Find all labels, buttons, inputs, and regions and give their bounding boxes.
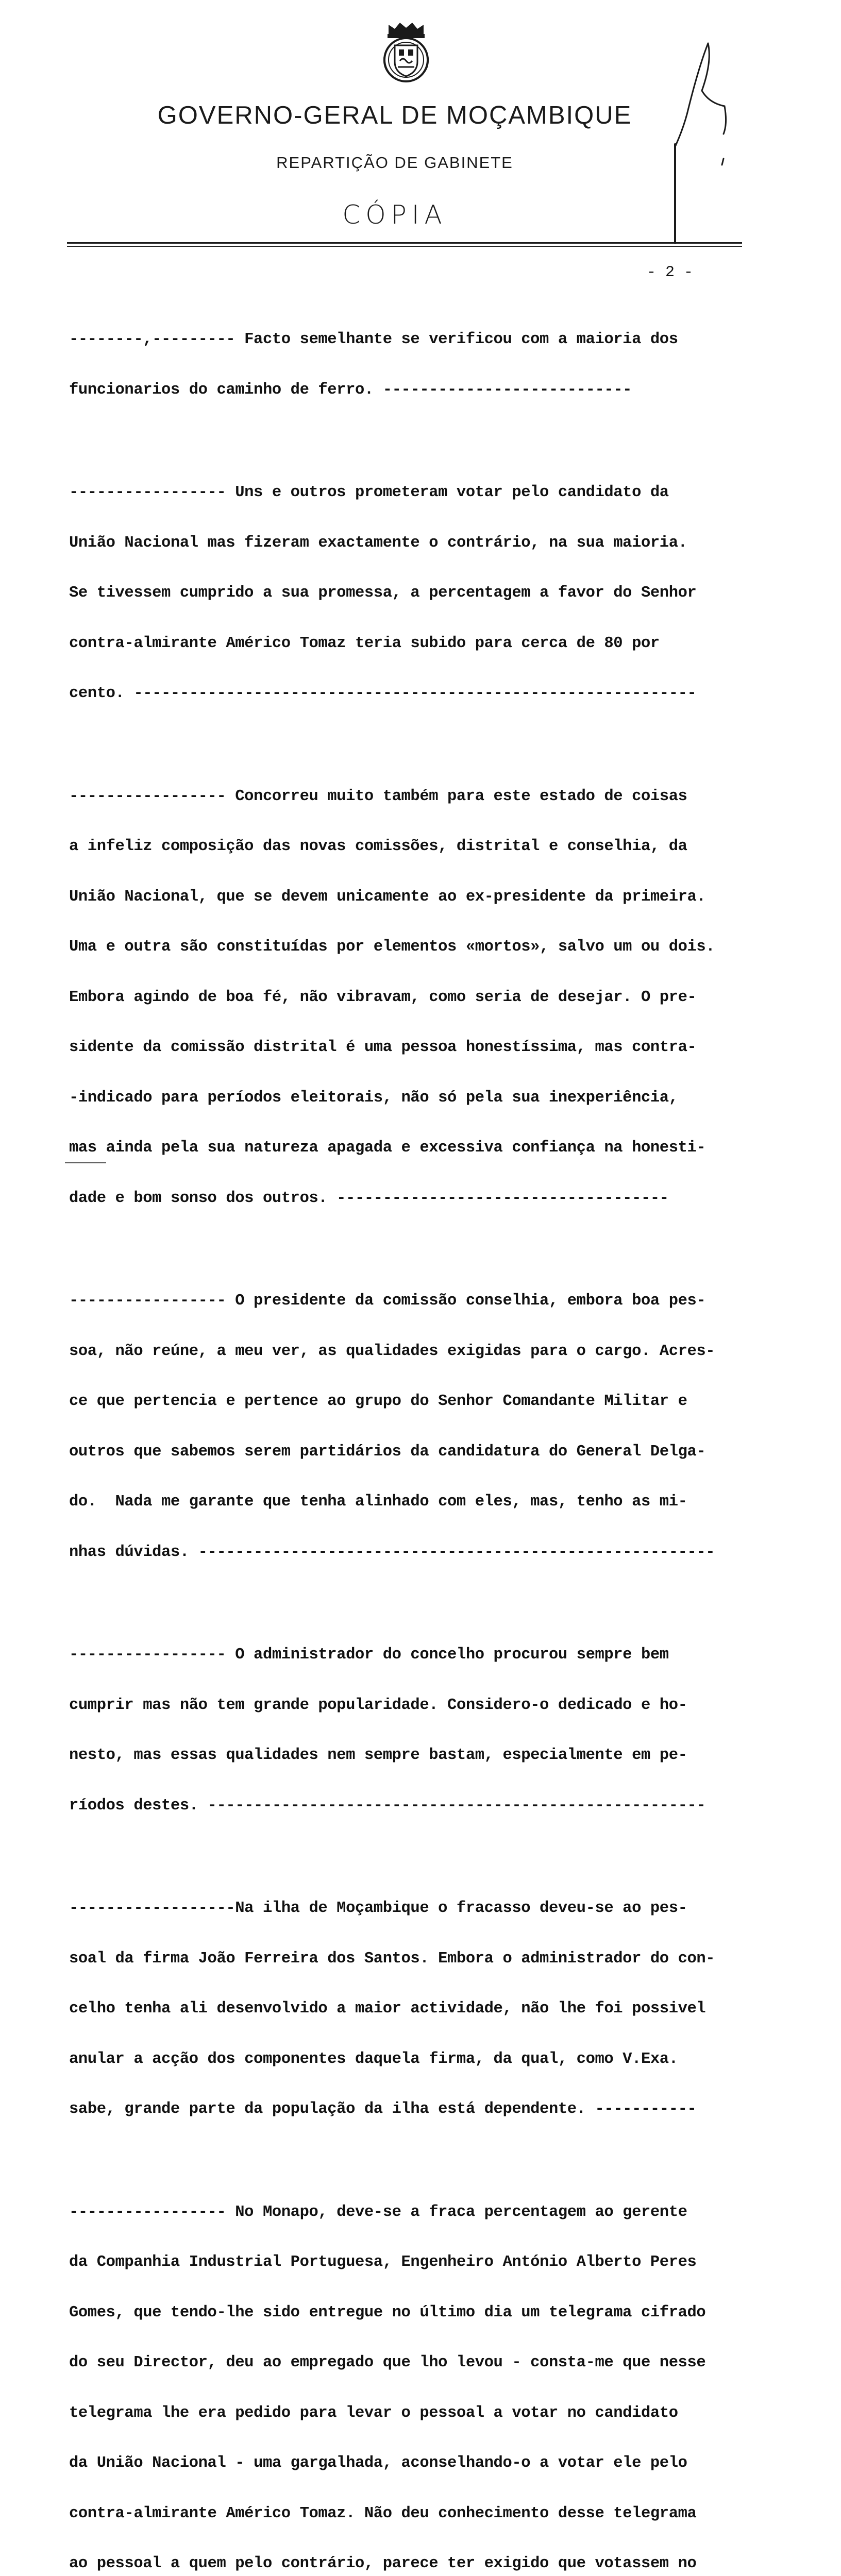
text-line: -indicado para períodos eleitorais, não só pela sua inexperiência, xyxy=(69,1090,790,1107)
text-line: sidente da comissão distrital é uma pessoa honestíssima, mas contra- xyxy=(69,1039,790,1056)
footer-mark xyxy=(65,1162,106,1163)
text-line: mas ainda pela sua natureza apagada e excessiva confiança na honesti- xyxy=(69,1140,790,1157)
text-line: outros que sabemos serem partidários da candidatura do General Delga- xyxy=(69,1444,790,1461)
paragraph xyxy=(69,755,790,1241)
text-line: telegrama lhe era pedido para levar o pessoal a votar no candidato xyxy=(69,2405,790,2422)
paragraph xyxy=(69,451,790,736)
header-rule-thin xyxy=(67,246,742,247)
text-line: celho tenha ali desenvolvido a maior actividade, não lhe foi possivel xyxy=(69,2001,790,2018)
text-line: União Nacional mas fizeram exactamente o contrário, na sua maioria. xyxy=(69,535,790,552)
text-line: União Nacional, que se devem unicamente ao ex-presidente da primeira. xyxy=(69,889,790,906)
text-line: Gomes, que tendo-lhe sido entregue no último dia um telegrama cifrado xyxy=(69,2304,790,2321)
paragraph xyxy=(69,298,790,432)
text-line: ------------------Na ilha de Moçambique o fracasso deveu-se ao pes- xyxy=(69,1900,790,1917)
text-line: a infeliz composição das novas comissões, distrital e conselhia, da xyxy=(69,838,790,855)
text-line: sabe, grande parte da população da ilha está dependente. ----------- xyxy=(69,2101,790,2118)
text-line: nesto, mas essas qualidades nem sempre bastam, especialmente em pe- xyxy=(69,1747,790,1764)
text-line: da Companhia Industrial Portuguesa, Engenheiro António Alberto Peres xyxy=(69,2254,790,2271)
text-line: Uma e outra são constituídas por elementos «mortos», salvo um ou dois. xyxy=(69,939,790,956)
paragraph xyxy=(69,1259,790,1594)
text-line: ----------------- Uns e outros prometeram votar pelo candidato da xyxy=(69,484,790,501)
text-line: anular a acção dos componentes daquela firma, da qual, como V.Exa. xyxy=(69,2051,790,2068)
text-line: ----------------- No Monapo, deve-se a fraca percentagem ao gerente xyxy=(69,2204,790,2221)
text-line: do seu Director, deu ao empregado que lho levou - consta-me que nesse xyxy=(69,2354,790,2371)
coat-of-arms-icon xyxy=(379,21,433,83)
text-line: cumprir mas não tem grande popularidade. Considero-o dedicado e ho- xyxy=(69,1697,790,1714)
text-line: dade e bom sonso dos outros. ------------------------------------ xyxy=(69,1190,790,1207)
text-line: ----------------- Concorreu muito também para este estado de coisas xyxy=(69,788,790,805)
page-number: - 2 - xyxy=(639,264,701,281)
text-line: nhas dúvidas. -------------------------------------------------------- xyxy=(69,1544,790,1561)
department-name: REPARTIÇÃO DE GABINETE xyxy=(103,154,686,172)
text-line: soa, não reúne, a meu ver, as qualidades exigidas para o cargo. Acres- xyxy=(69,1343,790,1360)
text-line: funcionarios do caminho de ferro. --------------------------- xyxy=(69,382,790,399)
text-line: cento. ------------------------------------------------------------- xyxy=(69,685,790,702)
text-line: ----------------- O presidente da comissão conselhia, embora boa pes- xyxy=(69,1293,790,1310)
text-line: ríodos destes. ------------------------------------------------------ xyxy=(69,1798,790,1815)
text-line: do. Nada me garante que tenha alinhado com eles, mas, tenho as mi- xyxy=(69,1494,790,1511)
header-rule xyxy=(67,242,742,244)
copy-label: CÓPIA xyxy=(103,200,686,230)
text-line: Se tivessem cumprido a sua promessa, a percentagem a favor do Senhor xyxy=(69,585,790,602)
text-line: --------,--------- Facto semelhante se verificou com a maioria dos xyxy=(69,331,790,348)
text-line: ----------------- O administrador do concelho procurou sempre bem xyxy=(69,1647,790,1664)
text-line: Embora agindo de boa fé, não vibravam, como seria de desejar. O pre- xyxy=(69,989,790,1006)
text-line: soal da firma João Ferreira dos Santos. Embora o administrador do con- xyxy=(69,1951,790,1968)
text-line: contra-almirante Américo Tomaz. Não deu conhecimento desse telegrama xyxy=(69,2505,790,2522)
text-line: ce que pertencia e pertence ao grupo do Senhor Comandante Militar e xyxy=(69,1393,790,1410)
text-line: da União Nacional - uma gargalhada, aconselhando-o a votar ele pelo xyxy=(69,2455,790,2472)
paragraph xyxy=(69,2171,790,2576)
handwritten-signature xyxy=(668,41,745,247)
text-line: contra-almirante Américo Tomaz teria subido para cerca de 80 por xyxy=(69,635,790,652)
letter-body xyxy=(69,298,790,2576)
document-page xyxy=(0,0,841,1204)
government-title: GOVERNO-GERAL DE MOÇAMBIQUE xyxy=(103,101,686,130)
text-line: ao pessoal a quem pelo contrário, parece ter exigido que votassem no xyxy=(69,2555,790,2572)
paragraph xyxy=(69,1867,790,2151)
paragraph xyxy=(69,1613,790,1848)
